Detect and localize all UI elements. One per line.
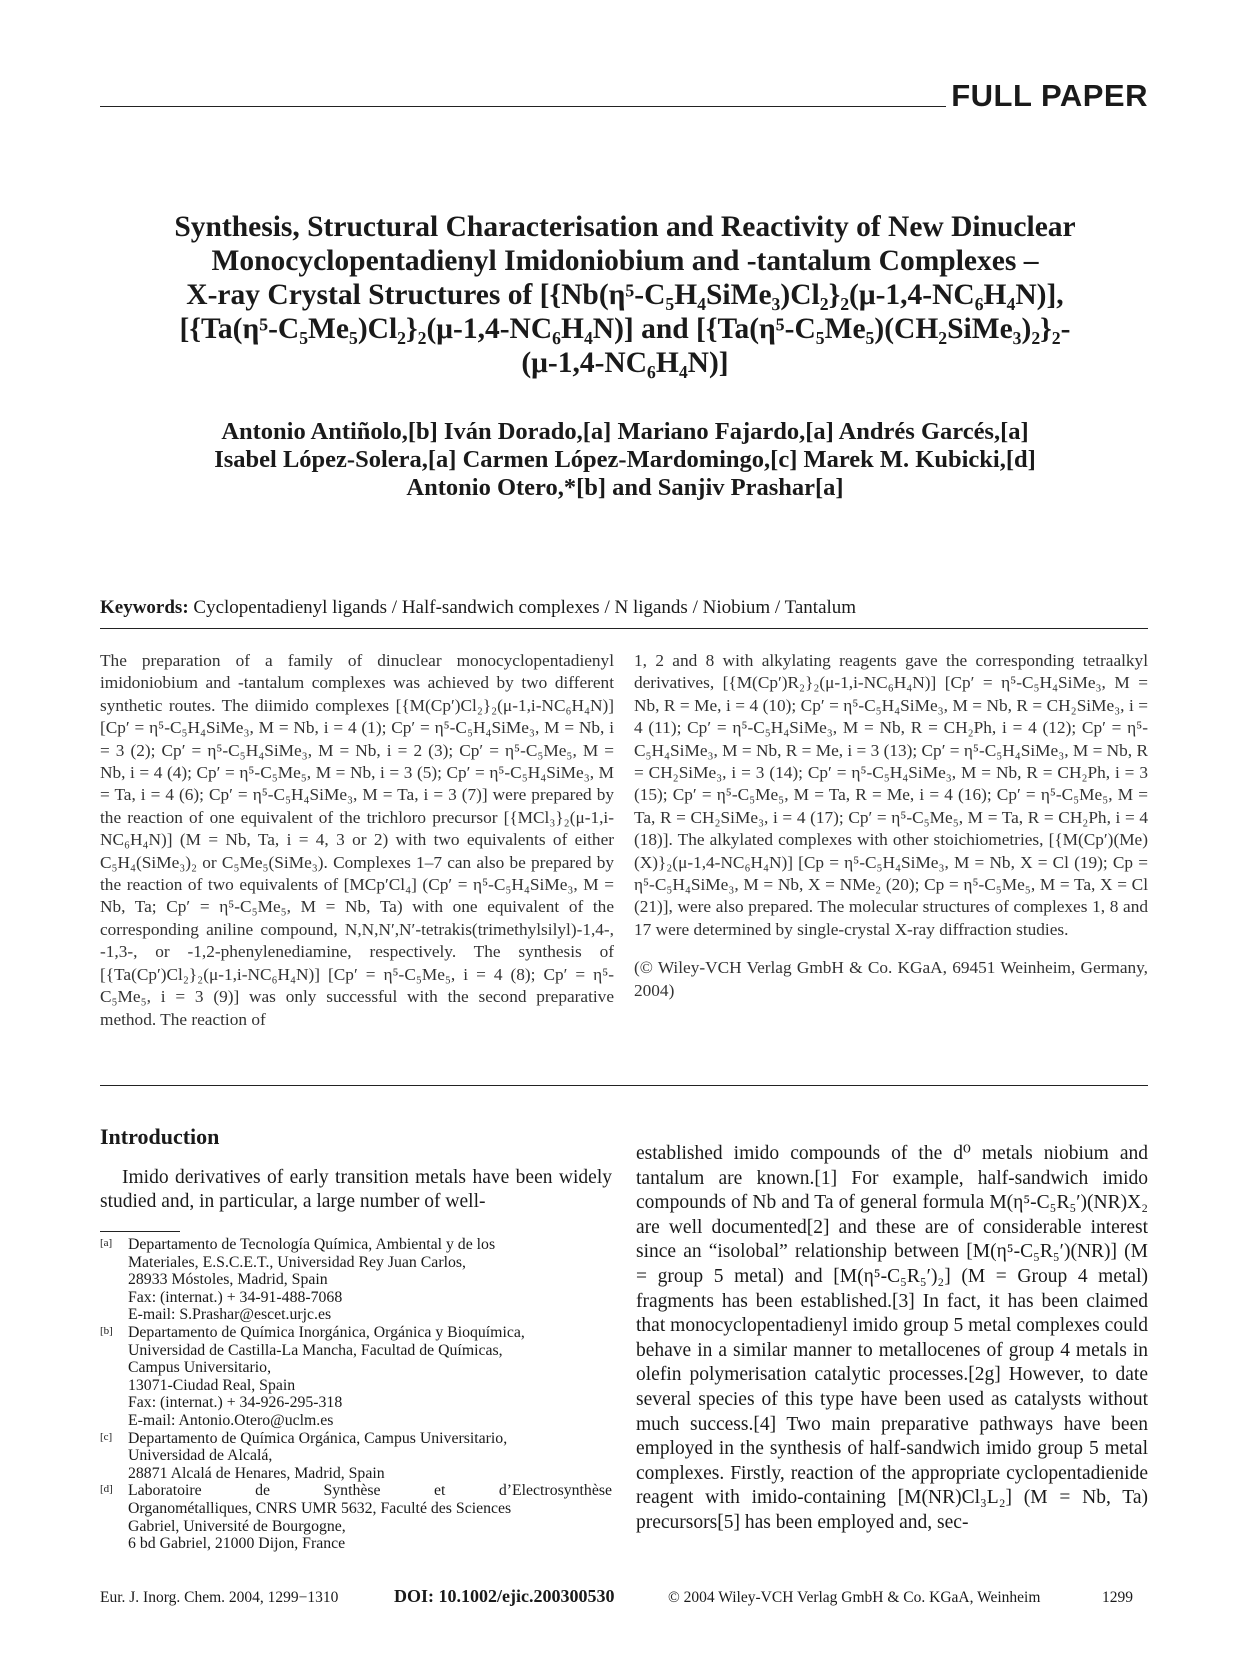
footnote-rule (100, 1231, 180, 1232)
footnote-line: Laboratoire de Synthèse et d’Electrosynthèse (128, 1482, 612, 1500)
footnote-line: 13071-Ciudad Real, Spain (128, 1376, 296, 1394)
author-line: Antonio Otero,*[b] and Sanjiv Prashar[a] (406, 474, 844, 501)
affiliation-footnotes (100, 1236, 612, 1553)
abstract-bottom-rule (100, 1085, 1148, 1086)
footnote-a (100, 1236, 612, 1324)
title-line: Monocyclopentadienyl Imidoniobium and -tantalum Complexes – (211, 245, 1039, 277)
footnote-line: Departamento de Tecnología Química, Ambiental y de los (128, 1236, 496, 1253)
title-line: (μ-1,4-NC₆H₄N)] (521, 347, 729, 379)
footnote-line: Universidad de Castilla-La Mancha, Facultad de Químicas, (128, 1341, 503, 1359)
author-line: Isabel López-Solera,[a] Carmen López-Mardomingo,[c] Marek M. Kubicki,[d] (214, 446, 1036, 473)
footnote-b (100, 1324, 612, 1430)
footnote-line: 28933 Móstoles, Madrid, Spain (128, 1271, 328, 1289)
page-number: 1299 (1102, 1589, 1133, 1606)
introduction-text-right: established imido compounds of the d⁰ metals niobium and tantalum are known.[1] For example, half-sandwich imido compounds of Nb and Ta of general formula M(η⁵-C₅R₅′)(NR)X₂ are well documented[2] and these are of considerable interest since an “isolobal” relationship between [M(η⁵-C₅R₅′)(NR)] (M = group 5 metal) and [M(η⁵-C₅R₅′)₂] (M = Group 4 metal) fragments has been established.[3] In fact, it has been claimed that monocyclopentadienyl imido group 5 metal complexes could behave in a similar manner to metallocenes of group 4 metals in olefin polymerisation catalytic processes.[2g] However, to date several species of this type have been used as catalysts without much success.[4] Two main preparative pathways have been employed in the synthesis of half-sandwich imido group 5 metal complexes. Firstly, reaction of the appropriate cyclopentadienide reagent with imido-containing [M(NR)Cl₃L₂] (M = Nb, Ta) precursors[5] has been employed and, sec- (636, 1143, 1148, 1533)
keywords-text: Cyclopentadienyl ligands / Half-sandwich complexes / N ligands / Niobium / Tantalum (193, 597, 857, 618)
footnote-line: Gabriel, Université de Bourgogne, (128, 1517, 346, 1535)
footnote-mark: [a] (100, 1237, 113, 1249)
footnote-line: E-mail: Antonio.Otero@uclm.es (128, 1411, 334, 1429)
abstract-text-left: The preparation of a family of dinuclear monocyclopentadienyl imidoniobium and -tantalum complexes was achieved by two different synthetic routes. The diimido complexes [{M(Cp′)Cl₂}₂(μ-1,i-NC₆H₄N)] [Cp′ = η⁵-C₅H₄SiMe₃, M = Nb, i = 4 (1); Cp′ = η⁵-C₅H₄SiMe₃, M = Nb, i = 3 (2); Cp′ = η⁵-C₅H₄SiMe₃, M = Nb, i = 2 (3); Cp′ = η⁵-C₅Me₅, M = Nb, i = 4 (4); Cp′ = η⁵-C₅Me₅, M = Nb, i = 3 (5); Cp′ = η⁵-C₅H₄SiMe₃, M = Ta, i = 4 (6); Cp′ = η⁵-C₅H₄SiMe₃, M = Ta, i = 3 (7)] were prepared by the reaction of one equivalent of the trichloro precursor [{MCl₃}₂(μ-1,i-NC₆H₄N)] (M = Nb, Ta, i = 4, 3 or 2) with two equivalents of either C₅H₄(SiMe₃)₂ or C₅Me₅(SiMe₃). Complexes 1–7 can also be prepared by the reaction of two equivalents of [MCp′Cl₄] (Cp′ = η⁵-C₅H₄SiMe₃, M = Nb, Ta; Cp′ = η⁵-C₅Me₅, M = Nb, Ta) with one equivalent of the corresponding aniline compound, N,N,N′,N′-tetrakis(trimethylsilyl)-1,4-, -1,3-, or -1,2-phenylenediamine, respectively. The synthesis of [{Ta(Cp′)Cl₂}₂(μ-1,i-NC₆H₄N)] [Cp′ = η⁵-C₅Me₅, i = 4 (8); Cp′ = η⁵-C₅Me₅, i = 3 (9)] was only successful with the second preparative method. The reaction of (100, 651, 614, 1029)
abstract-right-column (634, 650, 1148, 1002)
footnote-line: Campus Universitario, (128, 1359, 272, 1377)
footnote-line: Universidad de Alcalá, (128, 1447, 273, 1465)
section-label: FULL PAPER (951, 78, 1148, 113)
footnote-line: 6 bd Gabriel, 21000 Dijon, France (128, 1535, 346, 1553)
footnote-line: Materiales, E.S.C.E.T., Universidad Rey Juan Carlos, (128, 1253, 466, 1271)
article-title (120, 210, 1130, 380)
abstract-text-right: 1, 2 and 8 with alkylating reagents gave the corresponding tetraalkyl derivatives, [{M(Cp′)R₂}₂(μ-1,i-NC₆H₄N)] [Cp′ = η⁵-C₅H₄SiMe₃, M = Nb, R = Me, i = 4 (10); Cp′ = η⁵-C₅H₄SiMe₃, M = Nb, R = CH₂SiMe₃, i = 4 (11); Cp′ = η⁵-C₅H₄SiMe₃, M = Nb, R = CH₂Ph, i = 4 (12); Cp′ = η⁵-C₅H₄SiMe₃, M = Nb, R = Me, i = 3 (13); Cp′ = η⁵-C₅H₄SiMe₃, M = Nb, R = CH₂SiMe₃, i = 3 (14); Cp′ = η⁵-C₅H₄SiMe₃, M = Nb, R = CH₂Ph, i = 3 (15); Cp′ = η⁵-C₅Me₅, M = Ta, R = Me, i = 4 (16); Cp′ = η⁵-C₅Me₅, M = Ta, R = CH₂SiMe₃, i = 4 (17); Cp′ = η⁵-C₅Me₅, M = Ta, R = CH₂Ph, i = 4 (18)]. The alkylated complexes with other stoichiometries, [{M(Cp′)(Me)(X)}₂(μ-1,4-NC₆H₄N)] [Cp = η⁵-C₅H₄SiMe₃, M = Nb, X = Cl (19); Cp = η⁵-C₅H₄SiMe₃, M = Nb, X = NMe₂ (20); Cp = η⁵-C₅Me₅, M = Ta, X = Cl (21)], were also prepared. The molecular structures of complexes 1, 8 and 17 were determined by single-crystal X-ray diffraction studies. (634, 651, 1148, 939)
abstract-copyright: (© Wiley-VCH Verlag GmbH & Co. KGaA, 69451 Weinheim, Germany, 2004) (634, 958, 1148, 1000)
footnote-line: Organométalliques, CNRS UMR 5632, Faculté des Sciences (128, 1499, 512, 1517)
title-line: [{Ta(η⁵-C₅Me₅)Cl₂}₂(μ-1,4-NC₆H₄N)] and [{Ta(η⁵-C₅Me₅)(CH₂SiMe₃)₂}₂- (179, 313, 1071, 345)
footer-citation: Eur. J. Inorg. Chem. 2004, 1299−1310 (100, 1589, 339, 1606)
footnote-line: E-mail: S.Prashar@escet.urjc.es (128, 1306, 332, 1324)
footnote-line: Fax: (internat.) + 34-91-488-7068 (128, 1288, 343, 1306)
footnote-line: Departamento de Química Orgánica, Campus Universitario, (128, 1429, 508, 1447)
footnote-mark: [b] (100, 1324, 113, 1337)
footer-doi[interactable]: DOI: 10.1002/ejic.200300530 (394, 1586, 615, 1606)
footnote-line: 28871 Alcalá de Henares, Madrid, Spain (128, 1464, 385, 1482)
footnote-c (100, 1430, 612, 1483)
footnote-d (100, 1482, 612, 1552)
footer-copyright: © 2004 Wiley-VCH Verlag GmbH & Co. KGaA, Weinheim (668, 1589, 1041, 1606)
abstract-top-rule (100, 628, 1148, 629)
author-list (100, 418, 1150, 502)
footnote-line: Departamento de Química Inorgánica, Orgánica y Bioquímica, (128, 1323, 525, 1341)
footnote-mark: [c] (100, 1430, 113, 1443)
abstract-left-column (100, 650, 614, 1031)
introduction-text-left: Imido derivatives of early transition metals have been widely studied and, in particular, a large number of well- (100, 1167, 612, 1212)
introduction-heading: Introduction (100, 1124, 220, 1149)
footnote-line: Fax: (internat.) + 34-926-295-318 (128, 1394, 343, 1412)
keywords (100, 597, 856, 619)
footnote-mark: [d] (100, 1483, 113, 1496)
title-line: Synthesis, Structural Characterisation and Reactivity of New Dinuclear (174, 211, 1076, 243)
author-line: Antonio Antiñolo,[b] Iván Dorado,[a] Mariano Fajardo,[a] Andrés Garcés,[a] (221, 418, 1029, 445)
header-rule (100, 106, 946, 107)
keywords-label: Keywords: (100, 597, 189, 618)
title-line: X-ray Crystal Structures of [{Nb(η⁵-C₅H₄SiMe₃)Cl₂}₂(μ-1,4-NC₆H₄N)], (186, 279, 1064, 311)
